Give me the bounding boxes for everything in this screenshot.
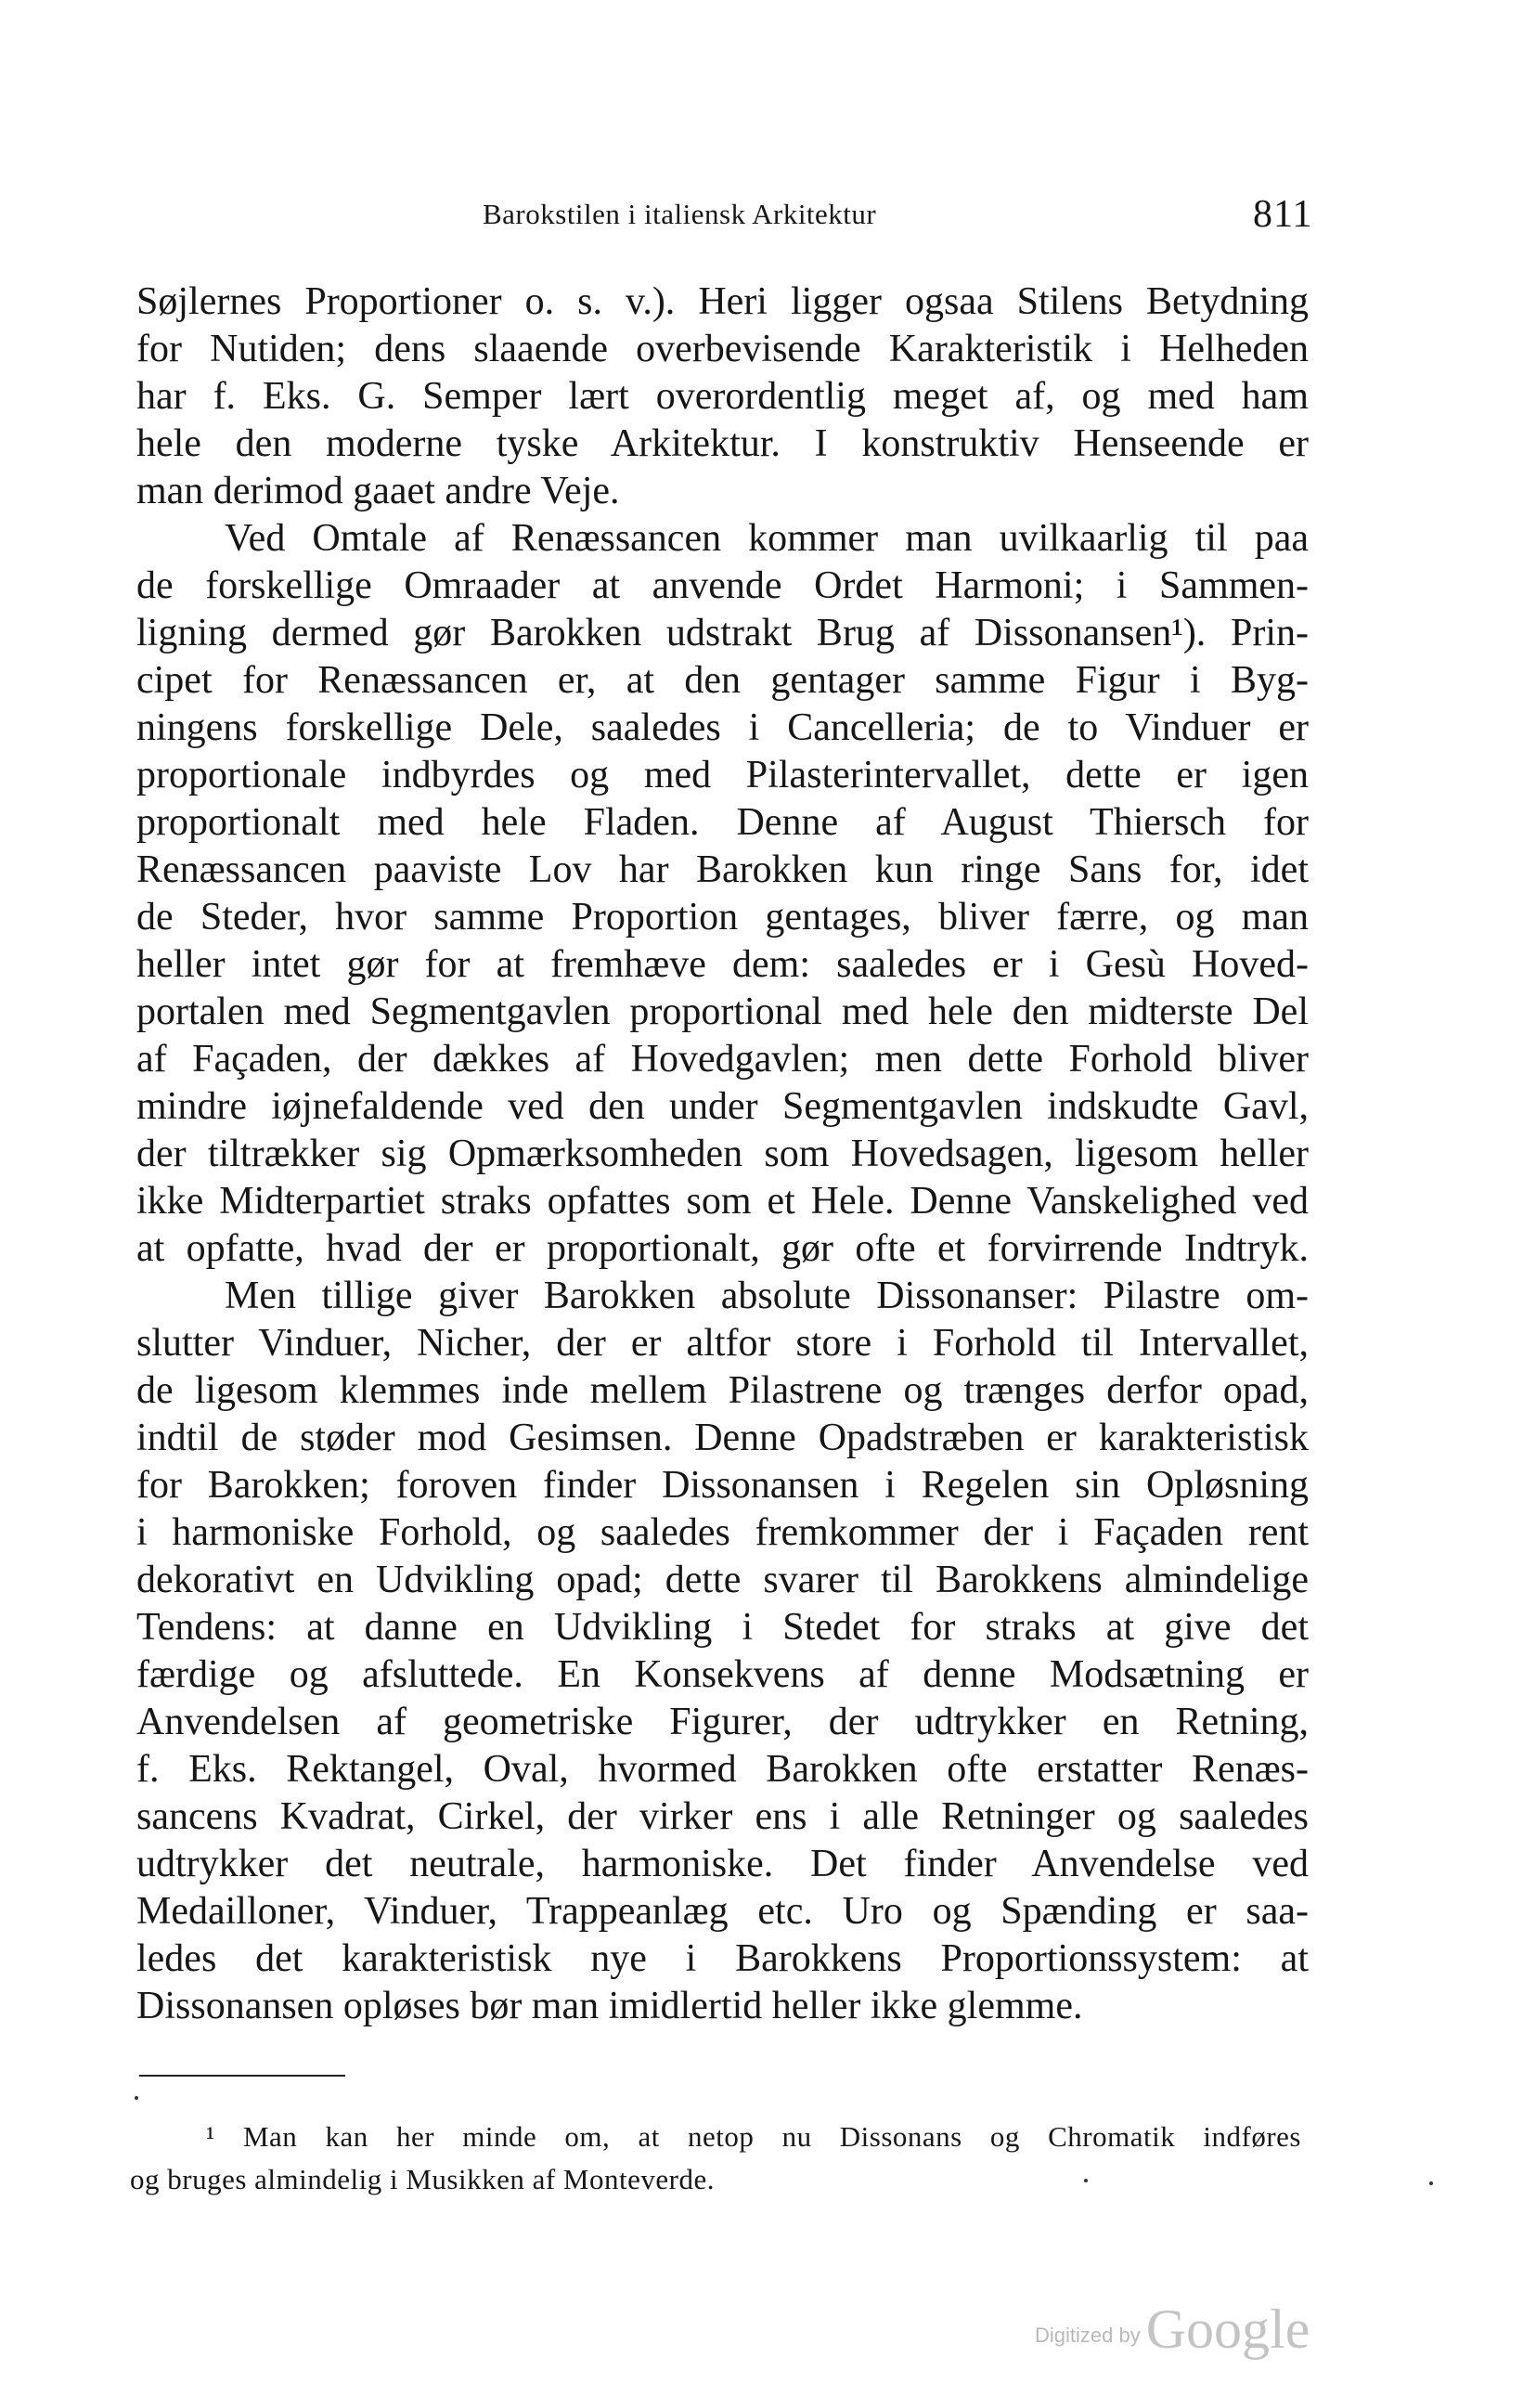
print-speck: [1429, 2181, 1433, 2185]
text-line: ikke Midterpartiet straks opfattes som et Hele. Denne Vanskelighed ved: [136, 1180, 1309, 1223]
text-line: Men tillige giver Barokken absolute Dissonanser: Pilastre om-: [225, 1275, 1309, 1317]
text-line: sancens Kvadrat, Cirkel, der virker ens i alle Retninger og saaledes: [136, 1795, 1309, 1838]
text-line: indtil de støder mod Gesimsen. Denne Opadstræben er karakteristisk: [136, 1417, 1309, 1459]
footnote-line: ¹ Man kan her minde om, at netop nu Dissonans og Chromatik indføres: [206, 2120, 1301, 2153]
text-line: de Steder, hvor samme Proportion gentages, bliver færre, og man: [136, 896, 1309, 939]
text-line: de forskellige Omraader at anvende Ordet Harmoni; i Sammen-: [136, 564, 1309, 607]
text-line: man derimod gaaet andre Veje.: [136, 470, 620, 512]
text-line: f. Eks. Rektangel, Oval, hvormed Barokken ofte erstatter Renæs-: [136, 1748, 1309, 1791]
body-text: [136, 278, 1309, 2030]
text-line: har f. Eks. G. Semper lært overordentlig meget af, og med ham: [136, 375, 1309, 418]
text-line: ligning dermed gør Barokken udstrakt Brug af Dissonansen¹). Prin-: [136, 612, 1309, 654]
text-line: Medailloner, Vinduer, Trappeanlæg etc. Uro og Spænding er saa-: [136, 1890, 1309, 1933]
running-title: Barokstilen i italiensk Arkitektur: [483, 198, 877, 230]
text-line: Tendens: at danne en Udvikling i Stedet for straks at give det: [136, 1606, 1309, 1649]
text-line: hele den moderne tyske Arkitektur. I konstruktiv Henseende er: [136, 422, 1309, 465]
text-line: dekorativt en Udvikling opad; dette svarer til Barokkens almindelige: [136, 1559, 1309, 1601]
footnote-divider: [139, 2075, 345, 2077]
text-line: ningens forskellige Dele, saaledes i Cancelleria; de to Vinduer er: [136, 706, 1309, 749]
print-speck: [135, 2096, 138, 2100]
text-line: færdige og afsluttede. En Konsekvens af denne Modsætning er: [136, 1653, 1309, 1696]
text-line: de ligesom klemmes inde mellem Pilastrene og trænges derfor opad,: [136, 1369, 1309, 1412]
text-line: i harmoniske Forhold, og saaledes fremkommer der i Façaden rent: [136, 1511, 1309, 1554]
text-line: Anvendelsen af geometriske Figurer, der udtrykker en Retning,: [136, 1701, 1309, 1743]
text-line: proportionalt med hele Fladen. Denne af August Thiersch for: [136, 801, 1309, 844]
google-logo: Google: [1145, 2298, 1310, 2360]
text-line: proportionale indbyrdes og med Pilasterintervallet, dette er igen: [136, 754, 1309, 796]
digitized-by-google-watermark: [1035, 2298, 1310, 2362]
text-line: Søjlernes Proportioner o. s. v.). Heri ligger ogsaa Stilens Betydning: [136, 280, 1309, 323]
footnotes: [130, 2116, 1301, 2201]
text-line: for Barokken; foroven finder Dissonansen i Regelen sin Opløsning: [136, 1464, 1309, 1507]
text-line: Renæssancen paaviste Lov har Barokken kun ringe Sans for, idet: [136, 848, 1309, 891]
text-line: Ved Omtale af Renæssancen kommer man uvilkaarlig til paa: [225, 517, 1309, 560]
text-line: portalen med Segmentgavlen proportional med hele den midterste Del: [136, 990, 1309, 1033]
text-line: der tiltrækker sig Opmærksomheden som Hovedsagen, ligesom heller: [136, 1133, 1309, 1175]
footnote-line: og bruges almindelig i Musikken af Monteverde.: [130, 2163, 715, 2195]
text-line: for Nutiden; dens slaaende overbevisende Karakteristik i Helheden: [136, 328, 1309, 370]
text-line: ledes det karakteristisk nye i Barokkens Proportionssystem: at: [136, 1937, 1309, 1980]
text-line: mindre iøjnefaldende ved den under Segmentgavlen indskudte Gavl,: [136, 1085, 1309, 1128]
text-line: at opfatte, hvad der er proportionalt, gør ofte et forvirrende Indtryk.: [136, 1227, 1309, 1270]
text-line: udtrykker det neutrale, harmoniske. Det finder Anvendelse ved: [136, 1843, 1309, 1885]
text-line: heller intet gør for at fremhæve dem: saaledes er i Gesù Hoved-: [136, 943, 1309, 986]
watermark-prefix: Digitized by: [1035, 2324, 1141, 2347]
page-number: 811: [1253, 193, 1313, 236]
text-line: slutter Vinduer, Nicher, der er altfor store i Forhold til Intervallet,: [136, 1322, 1309, 1365]
text-line: af Façaden, der dækkes af Hovedgavlen; men dette Forhold bliver: [136, 1038, 1309, 1081]
text-line: Dissonansen opløses bør man imidlertid heller ikke glemme.: [136, 1985, 1083, 2027]
text-line: cipet for Renæssancen er, at den gentager samme Figur i Byg-: [136, 659, 1309, 702]
print-speck: [1084, 2179, 1088, 2182]
